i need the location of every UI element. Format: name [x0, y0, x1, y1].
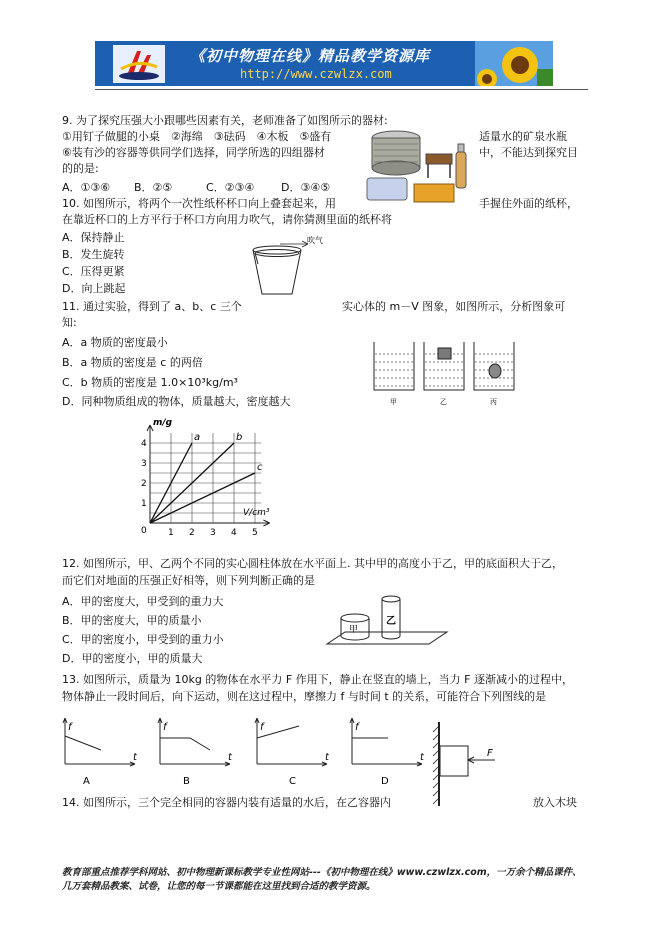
- q12-option-d: D．甲的密度小，甲的质量大: [62, 652, 203, 665]
- q11-line1a: 11. 通过实验，得到了 a、b、c 三个: [62, 300, 242, 313]
- graph-a-t-axis: t: [133, 752, 137, 763]
- graph-b-t-axis: t: [228, 752, 232, 763]
- series-label-b: b: [236, 432, 243, 443]
- graph-b-f-axis: f: [163, 722, 167, 733]
- beaker-label-2: 乙: [440, 398, 447, 406]
- q11-option-d: D．同种物质组成的物体，质量越大，密度越大: [62, 395, 291, 408]
- graph-d-t-axis: t: [420, 752, 424, 763]
- q10-paper-cups-diagram: [250, 232, 335, 298]
- sunflower-image: [475, 41, 553, 86]
- q11-option-c: C．b 物质的密度是 1.0×10³kg/m³: [62, 376, 238, 389]
- q12-option-c: C．甲的密度小，甲受到的重力小: [62, 633, 224, 646]
- q9-line3b: 中，不能达到探究目: [479, 146, 578, 159]
- q10-line2: 在靠近杯口的上方平行于杯口方向用力吹气，请你猜测里面的纸杯将: [62, 213, 392, 226]
- q10-option-c: C．压得更紧: [62, 265, 125, 278]
- q13-line1: 13. 如图所示，质量为 10kg 的物体在水平力 F 作用下，静止在竖直的墙上，当力 F 逐渐减小的过程中，: [62, 673, 573, 686]
- q12-cylinders-diagram: [317, 592, 455, 648]
- force-f-label: F: [487, 748, 493, 759]
- y-tick-label: 1: [141, 499, 147, 509]
- q9-option-a: A．①③⑥: [62, 181, 111, 194]
- y-tick-label: 2: [141, 479, 147, 489]
- q10-line1b: 手握住外面的纸杯，: [479, 197, 578, 210]
- x-axis-arrow: [261, 520, 269, 526]
- q10-line1a: 10. 如图所示，将两个一次性纸杯杯口向上叠套起来，用: [62, 197, 336, 210]
- q11-beakers-diagram: [366, 338, 526, 408]
- q14-line1b: 放入木块: [533, 796, 577, 809]
- x-axis-label: V/cm³: [243, 508, 270, 518]
- q13-line2: 物体静止一段时间后，向下运动，则在这过程中，摩擦力 f 与时间 t 的关系，可能符合下列图线的是: [62, 690, 547, 703]
- series-label-c: c: [257, 462, 263, 473]
- q9-option-b: B．②⑤: [134, 181, 173, 194]
- q9-line2a: ①用钉子做腿的小桌 ②海绵 ③砝码 ④木板 ⑤盛有: [62, 130, 332, 143]
- q11-option-b: B．a 物质的密度是 c 的两倍: [62, 356, 203, 369]
- graph-c-f-axis: f: [260, 722, 264, 733]
- x-tick-label: 4: [231, 528, 237, 538]
- header-banner: [95, 41, 553, 86]
- q11-mv-graph: [140, 413, 300, 543]
- beaker-label-1: 甲: [390, 398, 397, 406]
- y-tick-label: 4: [141, 439, 147, 449]
- q11-option-a: A．a 物质的密度最小: [62, 336, 168, 349]
- q11-line2: 知:: [62, 316, 77, 329]
- q9-line3a: ⑥装有沙的容器等供同学们选择，同学所选的四组器材: [62, 146, 325, 159]
- series-line-c: [150, 473, 255, 523]
- cylinder-label-1: 甲: [349, 625, 359, 635]
- banner-url[interactable]: http://www.czwlzx.com: [240, 67, 392, 81]
- q11-line1b: 实心体的 m－V 图象，如图所示，分析图象可: [342, 300, 566, 313]
- q10-option-b: B．发生旋转: [62, 248, 125, 261]
- cylinder-label-2: 乙: [386, 616, 396, 627]
- q13-friction-graphs: [55, 712, 435, 790]
- header-rule: [95, 89, 588, 90]
- site-logo: [113, 45, 165, 83]
- q12-option-a: A．甲的密度大，甲受到的重力大: [62, 595, 224, 608]
- q10-option-d: D．向上跳起: [62, 282, 126, 295]
- series-label-a: a: [194, 432, 201, 443]
- graph-b-label: B: [183, 776, 190, 787]
- q9-line2b: 适量水的矿泉水瓶: [479, 130, 567, 143]
- q9-line1: 9. 为了探究压强大小跟哪些因素有关，老师准备了如图所示的器材:: [62, 114, 388, 127]
- beaker-label-3: 丙: [490, 398, 497, 406]
- x-tick-label: 5: [252, 528, 258, 538]
- blow-label: 吹气: [307, 236, 323, 245]
- x-tick-label: 1: [168, 528, 174, 538]
- graph-c-t-axis: t: [325, 752, 329, 763]
- y-axis-label: m/g: [153, 418, 173, 428]
- graph-a-label: A: [83, 776, 90, 787]
- q12-option-b: B．甲的密度大，甲的质量小: [62, 614, 202, 627]
- q10-option-a: A．保持静止: [62, 231, 125, 244]
- q9-option-c: C．②③④: [206, 181, 255, 194]
- q13-wall-block-diagram: [425, 720, 515, 808]
- q14-line1a: 14. 如图所示，三个完全相同的容器内装有适量的水后，在乙容器内: [62, 796, 391, 809]
- origin-label: 0: [141, 526, 147, 536]
- x-tick-label: 2: [189, 528, 195, 538]
- footer-line2: 几万套精品教案、试卷，让您的每一节课都能在这里找到合适的教学资源。: [62, 881, 376, 892]
- graph-d-f-axis: f: [355, 722, 359, 733]
- footer-line1: 教育部重点推荐学科网站、初中物理新课标教学专业性网站---《初中物理在线》www.czwlzx.com，一万余个精品课件、: [62, 867, 582, 878]
- banner-title: 《初中物理在线》精品教学资源库: [190, 47, 431, 65]
- q12-line2: 而它们对地面的压强正好相等，则下列判断正确的是: [62, 574, 315, 587]
- q9-option-d: D．③④⑤: [281, 181, 331, 194]
- graph-a-f-axis: f: [68, 722, 72, 733]
- q9-equipment-illustration: [364, 124, 474, 208]
- y-tick-label: 3: [141, 459, 147, 469]
- x-tick-label: 3: [210, 528, 216, 538]
- graph-d-label: D: [381, 776, 389, 787]
- graph-c-label: C: [289, 776, 296, 787]
- q12-line1: 12. 如图所示，甲、乙两个不同的实心圆柱体放在水平面上. 其中甲的高度小于乙，甲的底面积大于乙，: [62, 557, 563, 570]
- q9-line4: 的的是:: [62, 162, 99, 175]
